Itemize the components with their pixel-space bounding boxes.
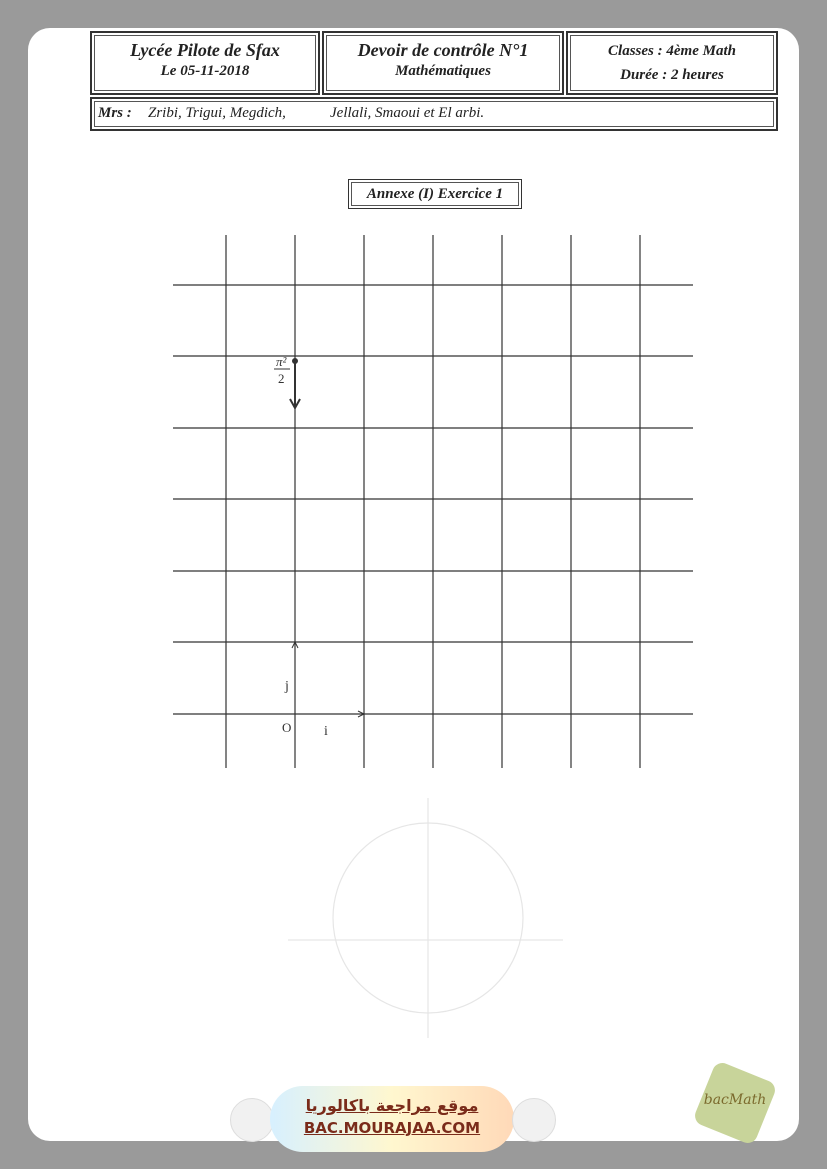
teachers-names-a: Zribi, Trigui, Megdich, (148, 105, 286, 121)
origin-label: O (282, 720, 292, 735)
pi2-numerator: π² (276, 354, 287, 369)
exam-date: Le 05-11-2018 (160, 63, 250, 79)
document-page (28, 28, 799, 1141)
faint-circle (288, 798, 563, 1038)
exam-title: Devoir de contrôle N°1 (357, 40, 529, 60)
classes-label: Classes : 4ème Math (608, 43, 736, 59)
footer-url-link[interactable]: BAC.MOURAJAA.COM (303, 1119, 481, 1137)
graph-grid (28, 28, 799, 1141)
vector-i (295, 711, 364, 717)
site-logo-left (230, 1098, 274, 1142)
i-label: i (324, 724, 328, 739)
footer-banner[interactable] (270, 1086, 514, 1152)
duration: Durée : 2 heures (620, 67, 724, 83)
pi2-denominator: 2 (278, 371, 285, 386)
pi2-arrow (290, 359, 300, 408)
footer-arabic-link[interactable]: موقع مراجعة باكالوريا (305, 1096, 479, 1115)
teachers-prefix: Mrs : (98, 105, 132, 121)
exam-subject: Mathématiques (395, 63, 491, 79)
annex-title: Annexe (I) Exercice 1 (348, 179, 522, 209)
site-logo-right (512, 1098, 556, 1142)
school-name: Lycée Pilote de Sfax (130, 40, 280, 60)
bacmath-badge-text: bacMath (703, 1092, 767, 1108)
j-label: j (285, 679, 289, 694)
teachers-names-b: Jellali, Smaoui et El arbi. (330, 105, 485, 121)
